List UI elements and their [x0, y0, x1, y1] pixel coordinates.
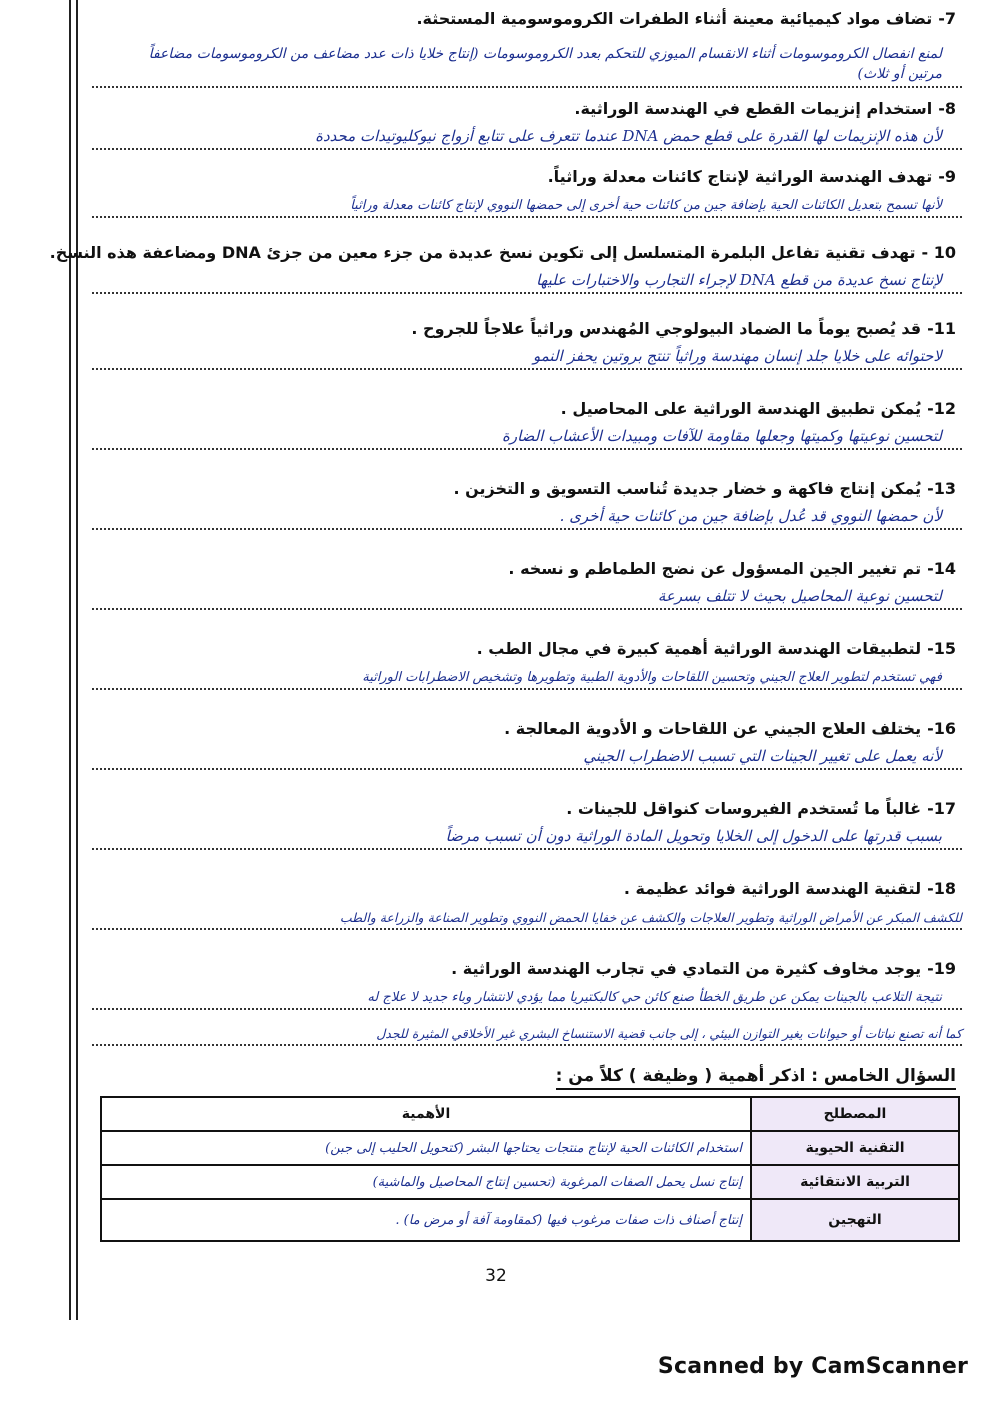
question-number: 9-	[938, 167, 956, 186]
question-number: 19-	[927, 959, 956, 978]
question-number: 8-	[938, 99, 956, 118]
question-7	[92, 6, 962, 96]
question-15	[92, 636, 962, 716]
answer-line	[92, 584, 962, 610]
answer-text: لأنه يعمل على تغيير الجينات التي تسبب الاضطراب الجيني	[583, 747, 942, 765]
answer-line	[92, 344, 962, 370]
answer-line	[92, 34, 962, 88]
term-cell: التربية الانتقائية	[751, 1165, 959, 1199]
answer-line	[92, 824, 962, 850]
question-14	[92, 556, 962, 636]
importance-cell: إنتاج أصناف ذات صفات مرغوب فيها (كمقاومة آفة أو مرض ما) .	[101, 1199, 751, 1241]
question-12	[92, 396, 962, 476]
question-19	[92, 956, 962, 1064]
answer-text: فهي تستخدم لتطوير العلاج الجيني وتحسين اللقاحات والأدوية الطبية وتطويرها وتشخيص الاضطرابات الوراثية	[362, 670, 942, 685]
answer-line	[92, 1020, 962, 1046]
question-number: 14-	[927, 559, 956, 578]
terms-table	[100, 1096, 960, 1242]
question-number: 15-	[927, 639, 956, 658]
margin-rule	[69, 0, 71, 1320]
answer-text: لمنع انفصال الكروموسومات أثناء الانقسام الميوزي للتحكم بعدد الكروموسومات (إنتاج خلايا ذات عدد مضاعف من الكروموسومات مضاعفاً مرتين أو ثلاث)	[148, 46, 942, 82]
answer-text: لتحسين نوعيتها وكميتها وجعلها مقاومة للآفات ومبيدات الأعشاب الضارة	[501, 427, 942, 445]
question-text: يُمكن إنتاج فاكهة و خضار جديدة تُناسب التسويق و التخزين .	[453, 479, 922, 498]
question-text: قد يُصبح يوماً ما الضماد البيولوجي المُهندس وراثياً علاجاً للجروح .	[411, 319, 922, 338]
question-text: استخدام إنزيمات القطع في الهندسة الوراثية.	[574, 99, 933, 118]
table-row	[101, 1199, 959, 1241]
question-number: 18-	[927, 879, 956, 898]
answer-line	[92, 504, 962, 530]
question-18	[92, 876, 962, 956]
answer-text: لأن حمضها النووي قد عُدل بإضافة جين من كائنات حية أخرى .	[559, 507, 942, 525]
question-8	[92, 96, 962, 164]
question-list	[49, 6, 962, 1064]
answer-line	[92, 984, 962, 1010]
question-number: 16-	[927, 719, 956, 738]
scanner-watermark: Scanned by CamScanner	[657, 1354, 968, 1379]
answer-text: لإنتاج نسخ عديدة من قطع DNA لإجراء التجارب والاختبارات عليها	[536, 271, 942, 289]
term-cell: التقنية الحيوية	[751, 1131, 959, 1165]
table-row	[101, 1165, 959, 1199]
answer-line	[92, 424, 962, 450]
importance-cell: إنتاج نسل يحمل الصفات المرغوبة (تحسين إنتاج المحاصيل والماشية)	[101, 1165, 751, 1199]
answer-line	[92, 124, 962, 150]
answer-text: لأن هذه الإنزيمات لها القدرة على قطع حمض DNA عندما تتعرف على تتابع أزواج نيوكليوتيدات محددة	[315, 127, 942, 145]
question-text: تهدف تقنية تفاعل البلمرة المتسلسل إلى تكوين نسخ عديدة من جزء معين من جزئ DNA ومضاعفة هذه النسخ.	[49, 243, 916, 262]
question-10	[49, 240, 962, 316]
table-header-row	[101, 1097, 959, 1131]
answer-line	[92, 904, 962, 930]
header-importance: الأهمية	[101, 1097, 751, 1131]
question-number: 7-	[938, 9, 956, 28]
question-text: تضاف مواد كيميائية معينة أثناء الطفرات الكروموسومية المستحثة.	[416, 9, 933, 28]
importance-cell: استخدام الكائنات الحية لإنتاج منتجات يحتاجها البشر (كتحويل الحليب إلى جبن)	[101, 1131, 751, 1165]
question-text: لتقنية الهندسة الوراثية فوائد عظيمة .	[623, 879, 922, 898]
answer-text: كما أنه تصنع نباتات أو حيوانات يغير التوازن البيئي ، إلى جانب قضية الاستنساخ البشري غير الأخلاقي المثيرة للجدل	[376, 1026, 962, 1041]
answer-text: لاحتوائه على خلايا جلد إنسان مهندسة وراثياً تنتج بروتين يحفز النمو	[533, 347, 942, 365]
question-17	[92, 796, 962, 876]
question-text: يختلف العلاج الجيني عن اللقاحات و الأدوية المعالجة .	[504, 719, 922, 738]
answer-line	[92, 744, 962, 770]
table-row	[101, 1131, 959, 1165]
question-number: 17-	[927, 799, 956, 818]
answer-text: لتحسين نوعية المحاصيل بحيث لا تتلف بسرعة	[657, 587, 942, 605]
answer-line	[92, 192, 962, 218]
question-text: لتطبيقات الهندسة الوراثية أهمية كبيرة في مجال الطب .	[476, 639, 922, 658]
question-number: 10 -	[921, 243, 956, 262]
answer-text: لأنها تسمح بتعديل الكائنات الحية بإضافة جين من كائنات حية أخرى إلى حمضها النووي لإنتاج كائنات معدلة وراثياً	[350, 198, 942, 213]
question-11	[92, 316, 962, 396]
question-text: غالباً ما تُستخدم الفيروسات كنواقل للجينات .	[566, 799, 922, 818]
question-16	[92, 716, 962, 796]
answer-line	[92, 664, 962, 690]
question-number: 13-	[927, 479, 956, 498]
question-text: تهدف الهندسة الوراثية لإنتاج كائنات معدلة وراثياً.	[547, 167, 933, 186]
header-term: المصطلح	[751, 1097, 959, 1131]
answer-text: نتيجة التلاعب بالجينات يمكن عن طريق الخطأ صنع كائن حي كالبكتيريا مما يؤدي لانتشار وباء جديد لا علاج له	[367, 990, 942, 1005]
question-text: يوجد مخاوف كثيرة من التمادي في تجارب الهندسة الوراثية .	[451, 959, 922, 978]
question-13	[92, 476, 962, 556]
answer-text: للكشف المبكر عن الأمراض الوراثية وتطوير العلاجات والكشف عن خفايا الحمض النووي وتطوير الصناعة والزراعة والطب	[339, 910, 962, 925]
question-number: 12-	[927, 399, 956, 418]
page-number: 32	[485, 1266, 507, 1286]
question-text: تم تغيير الجين المسؤول عن نضج الطماطم و نسخه .	[508, 559, 922, 578]
answer-text: بسبب قدرتها على الدخول إلى الخلايا وتحويل المادة الوراثية دون أن تسبب مرضاً	[445, 827, 942, 845]
margin-rule	[76, 0, 78, 1320]
section-title: السؤال الخامس : اذكر أهمية ( وظيفة ) كلاً من :	[556, 1066, 956, 1090]
question-9	[92, 164, 962, 240]
question-text: يُمكن تطبيق الهندسة الوراثية على المحاصيل .	[560, 399, 922, 418]
question-number: 11-	[927, 319, 956, 338]
term-cell: التهجين	[751, 1199, 959, 1241]
answer-line	[92, 268, 962, 294]
